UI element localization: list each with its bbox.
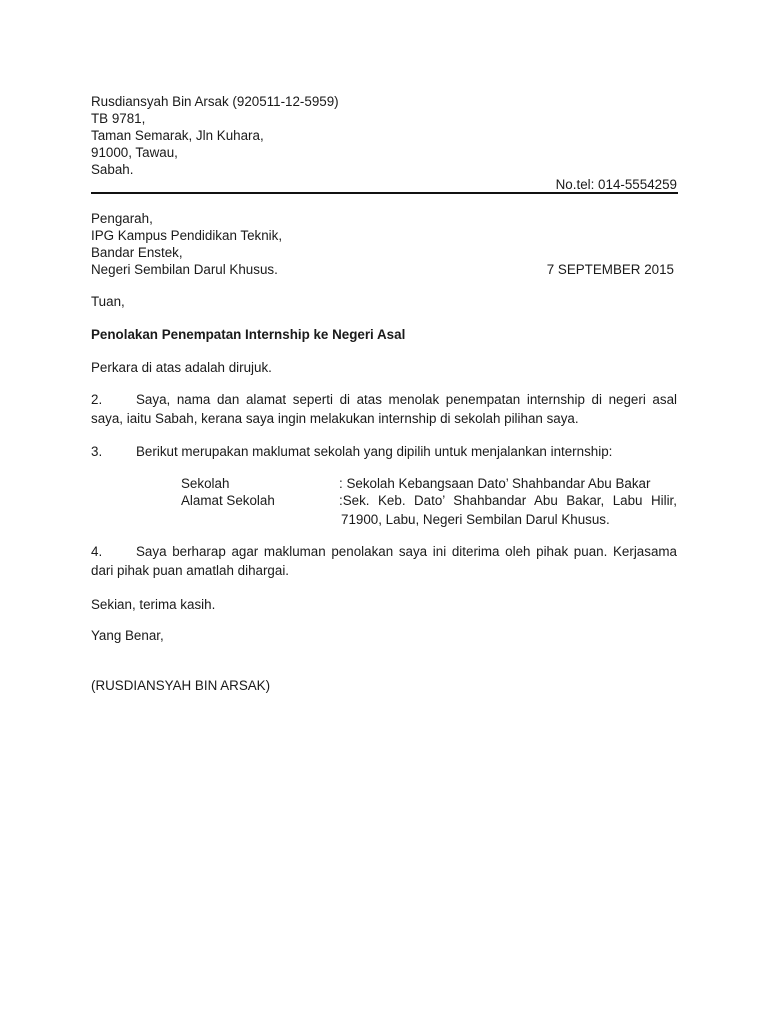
- school-value: : Sekolah Kebangsaan Dato’ Shahbandar Abu Bakar: [339, 476, 651, 491]
- paragraph-3: [91, 442, 612, 461]
- letter-date: 7 SEPTEMBER 2015: [546, 262, 674, 277]
- recipient-address-block: [91, 210, 282, 278]
- school-address-label: Alamat Sekolah: [181, 493, 275, 508]
- paragraph-4-line-1: [91, 542, 677, 561]
- paragraph-2-line-2: saya, iaitu Sabah, kerana saya ingin melakukan internship di sekolah pilihan saya.: [91, 411, 579, 426]
- paragraph-number: 2.: [91, 392, 103, 407]
- sender-address-block: [91, 93, 339, 178]
- closing-sign-off: Yang Benar,: [91, 628, 164, 643]
- salutation: Tuan,: [91, 294, 125, 309]
- school-address-value-line-1: :Sek. Keb. Dato’ Shahbandar Abu Bakar, Labu Hilir,: [339, 493, 677, 508]
- sender-name: Rusdiansyah Bin Arsak (920511-12-5959): [91, 94, 339, 109]
- paragraph-number: 4.: [91, 544, 103, 559]
- sender-phone: No.tel: 014-5554259: [555, 177, 677, 192]
- paragraph-3-text: Berikut merupakan maklumat sekolah yang dipilih untuk menjalankan internship:: [136, 444, 613, 459]
- recipient-line: Pengarah,: [91, 211, 153, 226]
- sender-address-line: 91000, Tawau,: [91, 145, 178, 160]
- school-address-value-line-2: 71900, Labu, Negeri Sembilan Darul Khusus.: [341, 512, 610, 527]
- paragraph-4-line-2: dari pihak puan amatlah dihargai.: [91, 563, 290, 578]
- header-divider: [91, 192, 678, 194]
- school-label: Sekolah: [181, 476, 230, 491]
- sender-address-line: Sabah.: [91, 162, 134, 177]
- sender-address-line: TB 9781,: [91, 111, 146, 126]
- letter-subject: Penolakan Penempatan Internship ke Negeri Asal: [91, 327, 406, 342]
- paragraph-number: 3.: [91, 444, 103, 459]
- paragraph-2-text: Saya, nama dan alamat seperti di atas menolak penempatan internship di negeri asal: [136, 392, 677, 407]
- recipient-line: IPG Kampus Pendidikan Teknik,: [91, 228, 283, 243]
- paragraph-1: Perkara di atas adalah dirujuk.: [91, 360, 272, 375]
- signature-name: (RUSDIANSYAH BIN ARSAK): [91, 678, 271, 693]
- recipient-line: Bandar Enstek,: [91, 245, 183, 260]
- recipient-line: Negeri Sembilan Darul Khusus.: [91, 262, 278, 277]
- sender-address-line: Taman Semarak, Jln Kuhara,: [91, 128, 264, 143]
- paragraph-2-line-1: [91, 390, 677, 409]
- closing-thanks: Sekian, terima kasih.: [91, 597, 216, 612]
- paragraph-4-text: Saya berharap agar makluman penolakan saya ini diterima oleh pihak puan. Kerjasama: [136, 544, 677, 559]
